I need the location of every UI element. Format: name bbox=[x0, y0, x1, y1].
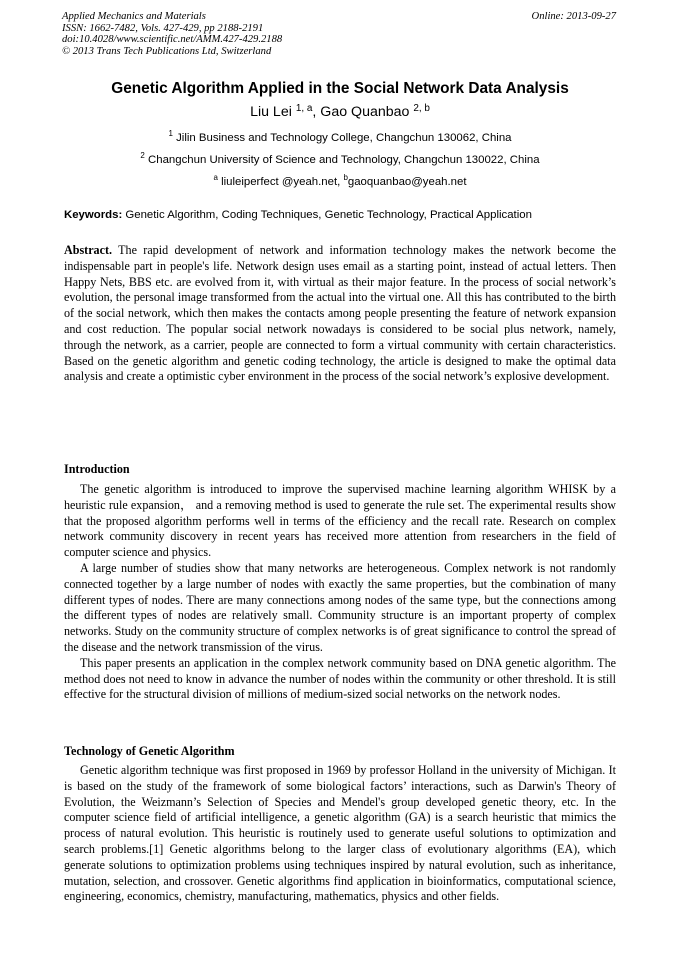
email-b: gaoquanbao@yeah.net bbox=[347, 176, 467, 188]
journal-name: Applied Mechanics and Materials bbox=[62, 11, 206, 22]
issn-line: ISSN: 1662-7482, Vols. 427-429, pp 2188-2191 bbox=[62, 22, 264, 34]
doi-line: doi:10.4028/www.scientific.net/AMM.427-429.2188 bbox=[62, 34, 283, 46]
technology-heading: Technology of Genetic Algorithm bbox=[64, 744, 235, 758]
author-2-sup: 2, b bbox=[413, 103, 430, 114]
affiliation-1-text: Jilin Business and Technology College, Changchun 130062, China bbox=[176, 132, 512, 144]
online-date: Online: 2013-09-27 bbox=[531, 11, 616, 22]
affiliation-2 bbox=[40, 153, 640, 167]
email-a: liuleiperfect @yeah.net, bbox=[221, 176, 344, 188]
author-separator: , bbox=[312, 104, 321, 120]
affiliation-2-sup: 2 bbox=[140, 151, 145, 160]
journal-header bbox=[62, 11, 616, 57]
author-line bbox=[40, 103, 640, 121]
abstract-text: The rapid development of network and information technology makes the network become the indispensable part in people's life. Network design uses email as a starting point, instead of actual letters. Then Happy Nets, BBS etc. are evolved from it, with virtual as their major feature. In the process of social network’s evolution, the personal image transformed from the actual into the virtual one. All this has contributed to the birth of the social network, which then makes the contacts among people presenting the feature of network expansion and cost reduction. The popular social network nowadays is considered to be social plus network, namely, through the network, as a carrier, people are connected to form a virtual community with certain characteristics. Based on the genetic algorithm and genetic coding technology, the article is designed to make the optimal data analysis and create a optimistic cyber environment in the process of the social network’s explosive development. bbox=[64, 243, 616, 384]
paper-title: Genetic Algorithm Applied in the Social Network Data Analysis bbox=[111, 80, 569, 97]
author-1-name: Liu Lei bbox=[250, 104, 292, 120]
technology-section bbox=[64, 742, 616, 905]
technology-paragraph-1: Genetic algorithm technique was first proposed in 1969 by professor Holland in the university of Michigan. It is based on the study of the framework of some biological factors’ interactions, such as Darwin's Theory of Evolution, the Weizmann’s Selection of Species and Mendel's group developed genetic theory, etc. In the computer science field of artificial intelligence, a genetic algorithm (GA) is a search heuristic that mimics the process of natural evolution. This heuristic is routinely used to generate useful solutions to optimization and search problems.[1] Genetic algorithms belong to the larger class of evolutionary algorithms (EA), which generate solutions to optimization problems using techniques inspired by natural evolution, such as inheritance, mutation, selection, and crossover. Genetic algorithms find application in bioinformatics, computational science, engineering, economics, chemistry, manufacturing, mathematics, physics and other fields. bbox=[64, 763, 616, 904]
introduction-paragraph-2: A large number of studies show that many networks are heterogeneous. Complex network is not randomly connected together by a large number of nodes with exactly the same properties, but the combination of many different types of nodes. There are many connections among nodes of the same type, but the connections among the different types of nodes are relatively small. Community structure is an important property of complex networks. Study on the community structure of complex networks is of great significance to control the spread of the disease and the network transmission of the virus. bbox=[64, 560, 616, 654]
keywords bbox=[64, 208, 616, 222]
email-a-sup: a bbox=[213, 173, 218, 182]
copyright-line: © 2013 Trans Tech Publications Ltd, Switzerland bbox=[62, 45, 272, 57]
introduction-heading: Introduction bbox=[64, 462, 130, 476]
author-2-name: Gao Quanbao bbox=[320, 104, 410, 120]
author-1-sup: 1, a bbox=[295, 103, 313, 114]
abstract bbox=[64, 243, 616, 385]
affiliation-1 bbox=[40, 131, 640, 145]
introduction-paragraph-3: This paper presents an application in the complex network community based on DNA genetic algorithm. The method does not need to know in advance the number of nodes within the community or other threshold. It is still effective for the structural division of millions of medium-sized social networks on the network nodes. bbox=[64, 655, 616, 702]
abstract-label: Abstract. bbox=[64, 243, 113, 257]
keywords-label: Keywords: bbox=[64, 209, 123, 221]
introduction-section bbox=[64, 460, 616, 703]
keywords-text: Genetic Algorithm, Coding Techniques, Genetic Technology, Practical Application bbox=[122, 209, 532, 221]
affiliation-1-sup: 1 bbox=[168, 129, 173, 138]
affiliation-2-text: Changchun University of Science and Technology, Changchun 130022, China bbox=[148, 154, 540, 166]
author-emails bbox=[40, 175, 640, 189]
introduction-paragraph-1: The genetic algorithm is introduced to improve the supervised machine learning algorithm WHISK by a heuristic rule expansion， and a removing method is used to generate the rule set. The experimental results show that the proposed algorithm performs well in terms of the efficiency and the recall rate. Research on complex network community discovery in recent years has received more attention from researchers in the field of computer science and physics. bbox=[64, 482, 616, 560]
email-b-sup: b bbox=[343, 173, 348, 182]
